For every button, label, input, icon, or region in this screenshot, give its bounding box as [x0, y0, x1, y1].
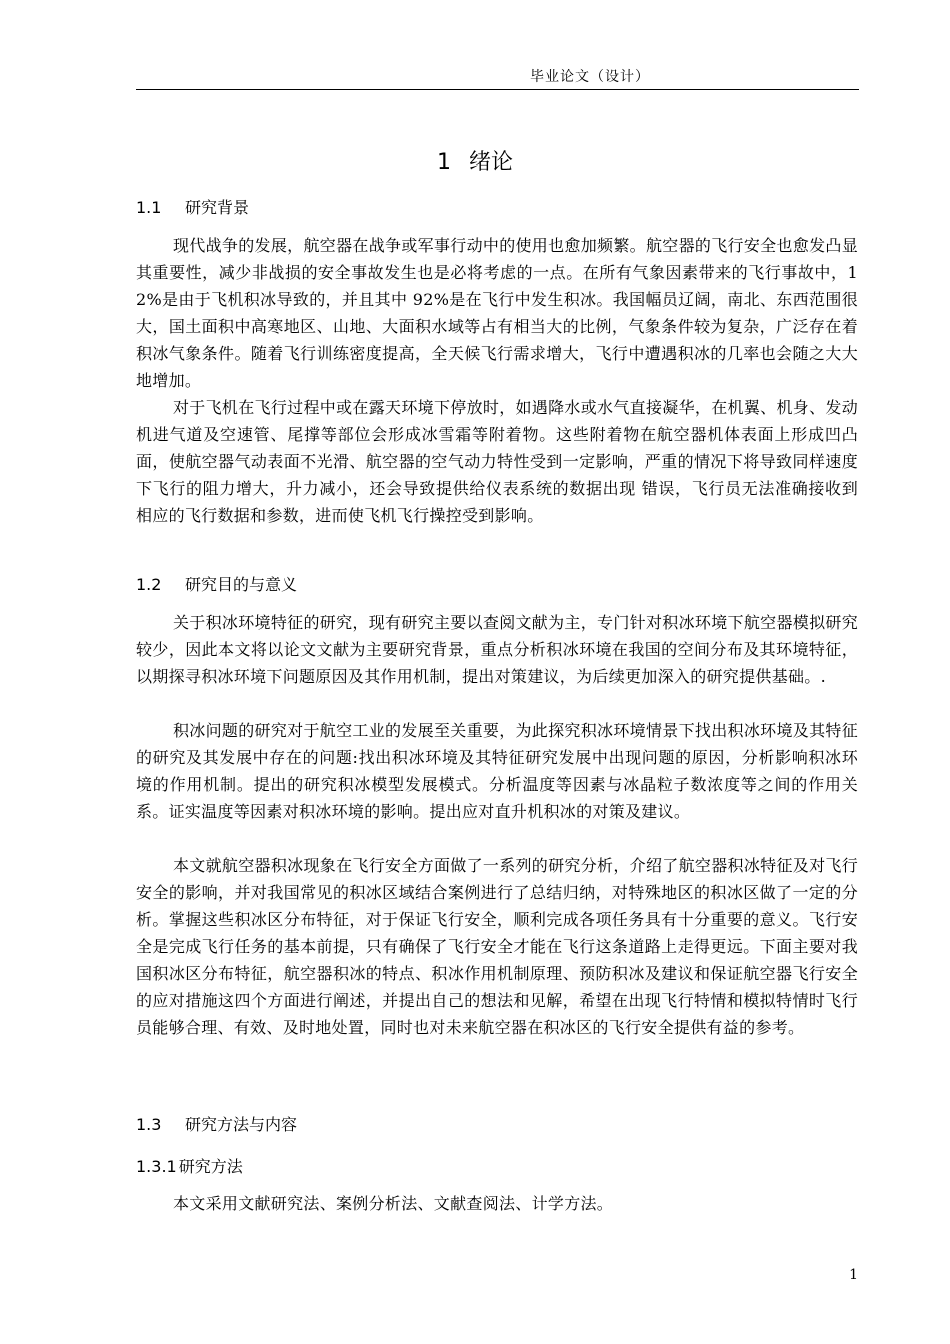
section-number: 1.1 [136, 198, 162, 217]
paragraph: 对于飞机在飞行过程中或在露天环境下停放时，如遇降水或水气直接凝华，在机翼、机身、发动机进气道及空速管、尾撑等部位会形成冰雪霜等附着物。这些附着物在航空器机体表面上形成凹凸面，使航空器气动表面不光滑、航空器的空气动力特性受到一定影响，严重的情况下将导致同样速度下飞行的阻力增大，升力减小，还会导致提供给仪表系统的数据出现 错误，飞行员无法准确接收到相应的飞行数据和参数，进而使飞机飞行操控受到影响。 [136, 398, 858, 525]
section-title: 研究背景 [185, 198, 250, 217]
paragraph: 关于积冰环境特征的研究，现有研究主要以查阅文献为主，专门针对积冰环境下航空器模拟研究较少，因此本文将以论文文献为主要研究背景，重点分析积冰环境在我国的空间分布及其环境特征，以期探寻积冰环境下问题原因及其作用机制，提出对策建议，为后续更加深入的研究提供基础。. [136, 613, 858, 686]
section-heading-1-3 [136, 1114, 297, 1136]
paragraph: 本文就航空器积冰现象在飞行安全方面做了一系列的研究分析，介绍了航空器积冰特征及对飞行安全的影响，并对我国常见的积冰区域结合案例进行了总结归纳，对特殊地区的积冰区做了一定的分析。掌握这些积冰区分布特征，对于保证飞行安全，顺利完成各项任务具有十分重要的意义。飞行安全是完成飞行任务的基本前提，只有确保了飞行安全才能在飞行这条道路上走得更远。下面主要对我国积冰区分布特征，航空器积冰的特点、积冰作用机制原理、预防积冰及建议和保证航空器飞行安全的应对措施这四个方面进行阐述，并提出自己的想法和见解，希望在出现飞行特情和模拟特情时飞行员能够合理、有效、及时地处置，同时也对未来航空器在积冰区的飞行安全提供有益的参考。 [136, 856, 858, 1037]
section-title: 研究方法 [178, 1157, 243, 1176]
header-rule [136, 89, 859, 90]
running-header: 毕业论文（设计） [530, 69, 650, 85]
page-number: 1 [849, 1267, 858, 1283]
section-title: 研究方法与内容 [185, 1115, 298, 1134]
paragraph: 积冰问题的研究对于航空工业的发展至关重要，为此探究积冰环境情景下找出积冰环境及其特征的研究及其发展中存在的问题:找出积冰环境及其特征研究发展中出现问题的原因，分析影响积冰环境的作用机制。提出的研究积冰模型发展模式。分析温度等因素与冰晶粒子数浓度等之间的作用关系。证实温度等因素对积冰环境的影响。提出应对直升机积冰的对策及建议。 [136, 721, 858, 821]
chapter-number: 1 [436, 150, 451, 175]
paragraph: 现代战争的发展，航空器在战争或军事行动中的使用也愈加频繁。航空器的飞行安全也愈发凸显其重要性，减少非战损的安全事故发生也是必将考虑的一点。在所有气象因素带来的飞行事故中，12%是由于飞机积冰导致的，并且其中 92%是在飞行中发生积冰。我国幅员辽阔，南北、东西范围很大，国土面积中高寒地区、山地、大面积水域等占有相当大的比例，气象条件较为复杂，广泛存在着积冰气象条件。随着飞行训练密度提高，全天候飞行需求增大，飞行中遭遇积冰的几率也会随之大大地增加。 [136, 236, 858, 390]
chapter-title [0, 148, 950, 178]
paragraph: 本文采用文献研究法、案例分析法、文献查阅法、计学方法。 [173, 1194, 614, 1213]
section-number: 1.2 [136, 575, 162, 594]
section-heading-1-2 [136, 574, 297, 596]
section-number: 1.3 [136, 1115, 162, 1134]
section-heading-1-1 [136, 197, 249, 219]
chapter-title-text: 绪论 [468, 150, 513, 175]
section-number: 1.3.1 [136, 1157, 177, 1176]
section-title: 研究目的与意义 [185, 575, 298, 594]
subsection-heading-1-3-1 [136, 1156, 243, 1178]
